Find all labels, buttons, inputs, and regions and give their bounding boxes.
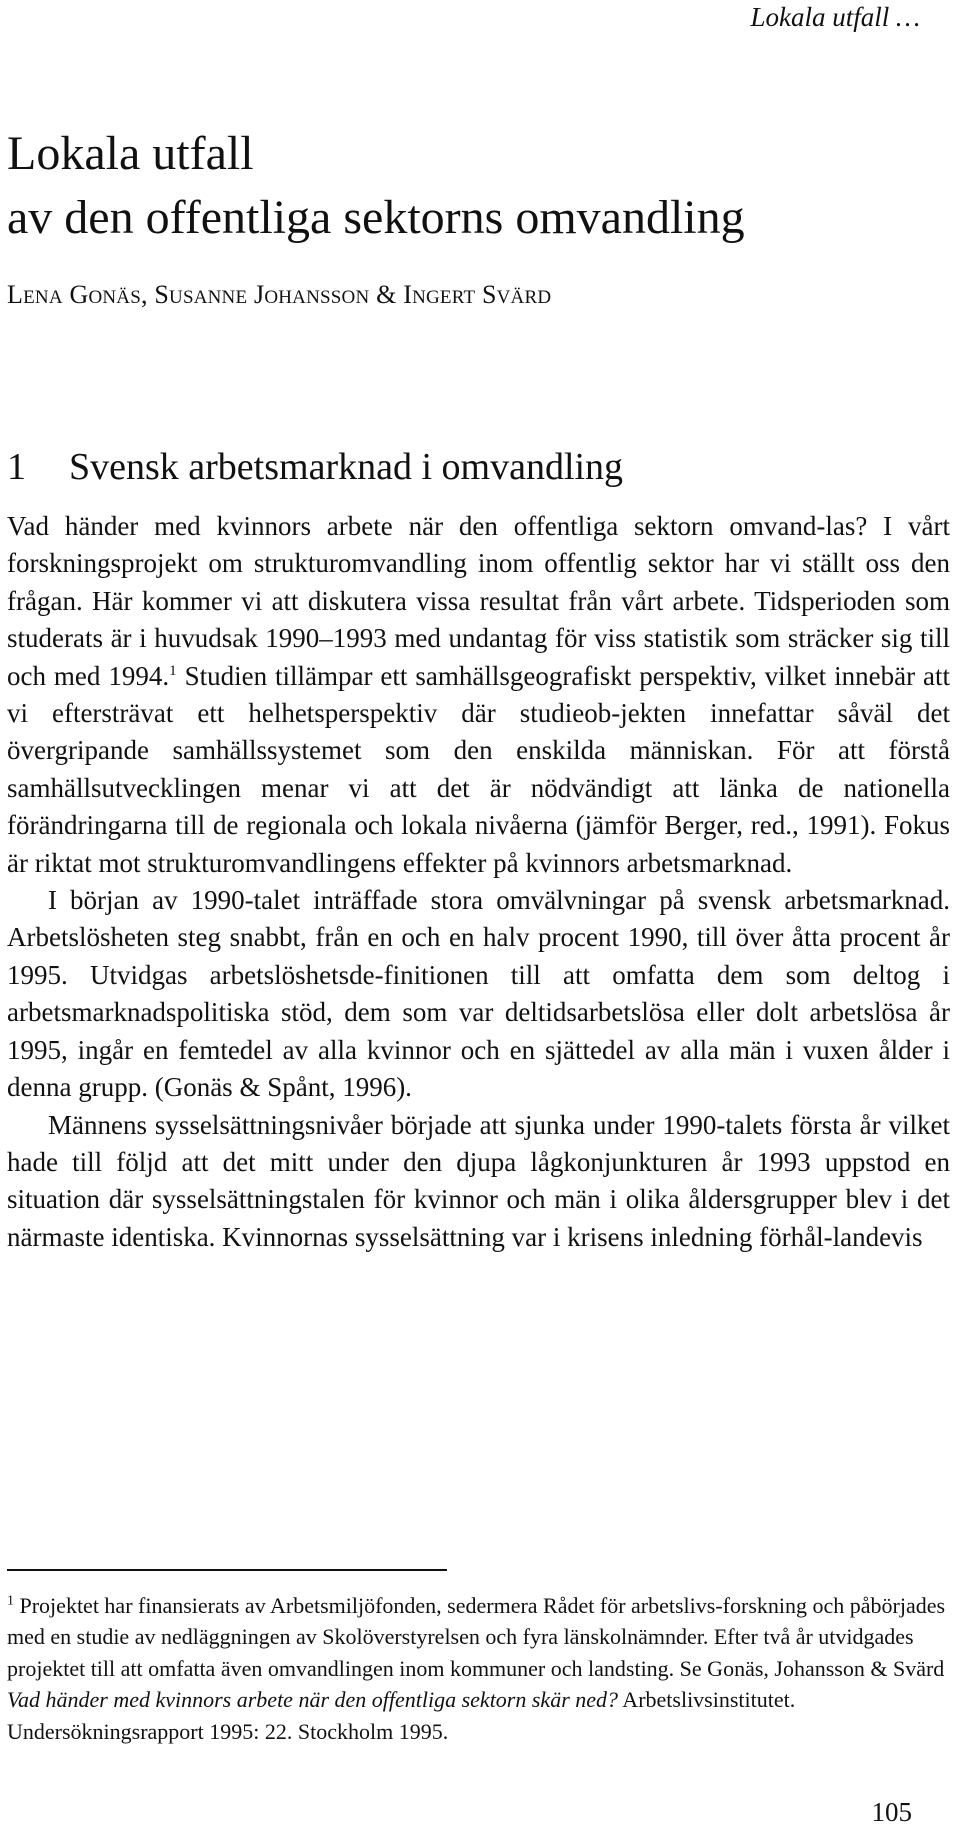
author-text: , S <box>140 280 170 309</box>
author-text: ONÄS <box>88 287 141 308</box>
article-title <box>7 122 745 250</box>
page-number: 105 <box>871 1797 912 1827</box>
footnote-cited-title: Vad händer med kvinnors arbete när den offentliga sektorn skär ned? <box>7 1687 619 1713</box>
paragraph <box>7 508 950 882</box>
author-text: J <box>247 280 265 309</box>
footnote-reference[interactable]: 1 <box>169 662 177 679</box>
author-text: USANNE <box>169 287 248 308</box>
author-text: NGERT <box>412 287 476 308</box>
footnote-marker: 1 <box>7 1593 14 1609</box>
paragraph-text: Studien tillämpar ett samhällsgeografiskt perspektiv, vilket innebär att vi eftersträvat ett helhetsperspektiv där studieob-jekten innefattar såväl det övergripande samhällssystemet som den enskilda människan. För att förstå samhällsutvecklingen menar vi att det är nödvändigt att länka de nationella förändringarna till de regionala och lokala nivåerna (jämför Berger, red., 1991). Fokus är riktat mot strukturomvandlingens effekter på kvinnors arbetsmarknad. <box>7 660 950 878</box>
title-line-1: Lokala utfall <box>7 127 254 180</box>
running-header: Lokala utfall … <box>750 2 920 32</box>
author-text: G <box>62 280 89 309</box>
section-number: 1 <box>7 446 26 488</box>
footnote-text: Arbetslivsinstitutet. Undersökningsrapport 1995: 22. Stockholm 1995. <box>7 1687 796 1744</box>
paragraph: Männens sysselsättningsnivåer började att sjunka under 1990-talets första år vilket hade till följd att det mitt under den djupa lågkonjunkturen år 1993 uppstod en situation där sysselsättningstalen för kvinnor och män i olika åldersgrupper blev i det närmaste identiska. Kvinnornas sysselsättning var i krisens inledning förhål-landevis <box>7 1109 950 1252</box>
section-title: Svensk arbetsmarknad i omvandling <box>69 446 624 488</box>
author-text: VÄRD <box>496 287 552 308</box>
author-text: S <box>475 280 497 309</box>
author-text: L <box>7 280 24 309</box>
body-text <box>7 508 950 1256</box>
footnote-text: Projektet har finansierats av Arbetsmiljöfonden, sedermera Rådet för arbetslivs-forskning och påbörjades med en studie av nedläggningen av Skolöverstyrelsen och fyra länskolnämnder. Efter två år utvidgades projektet till att omfatta även omvandlingen inom kommuner och landsting. Se Gonäs, Johansson & Svärd <box>7 1593 946 1681</box>
paragraph-text: Vad händer med kvinnors arbete när den offentliga sektorn omvand-las? I vårt forskningsprojekt om strukturomvandling inom offentlig sektor har vi ställt oss den frågan. Här kommer vi att diskutera vissa resultat från vårt arbete. Tidsperioden som studerats är i huvudsak 1990–1993 med undantag för viss statistik som sträcker sig till och med 1994. <box>7 511 950 691</box>
footnote <box>7 1590 952 1747</box>
author-text: OHANSSON <box>264 287 370 308</box>
paragraph: I början av 1990-talet inträffade stora omvälvningar på svensk arbetsmarknad. Arbetslösheten steg snabbt, från en och en halv procent 1990, till över åtta procent år 1995. Utvidgas arbetslöshetsde-finitionen till att omfatta dem som deltog i arbetsmarknadspolitiska stöd, dem som var deltidsarbetslösa eller dolt arbetslösa år 1995, ingår en femtedel av alla kvinnor och en sjättedel av alla män i vuxen ålder i denna grupp. (Gonäs & Spånt, 1996). <box>7 885 950 1103</box>
section-heading <box>7 445 623 489</box>
footnote-divider <box>7 1569 447 1571</box>
title-line-2: av den offentliga sektorns omvandling <box>7 191 745 244</box>
author-text: ENA <box>23 287 63 308</box>
author-list <box>7 280 551 310</box>
author-text: & I <box>369 280 413 309</box>
